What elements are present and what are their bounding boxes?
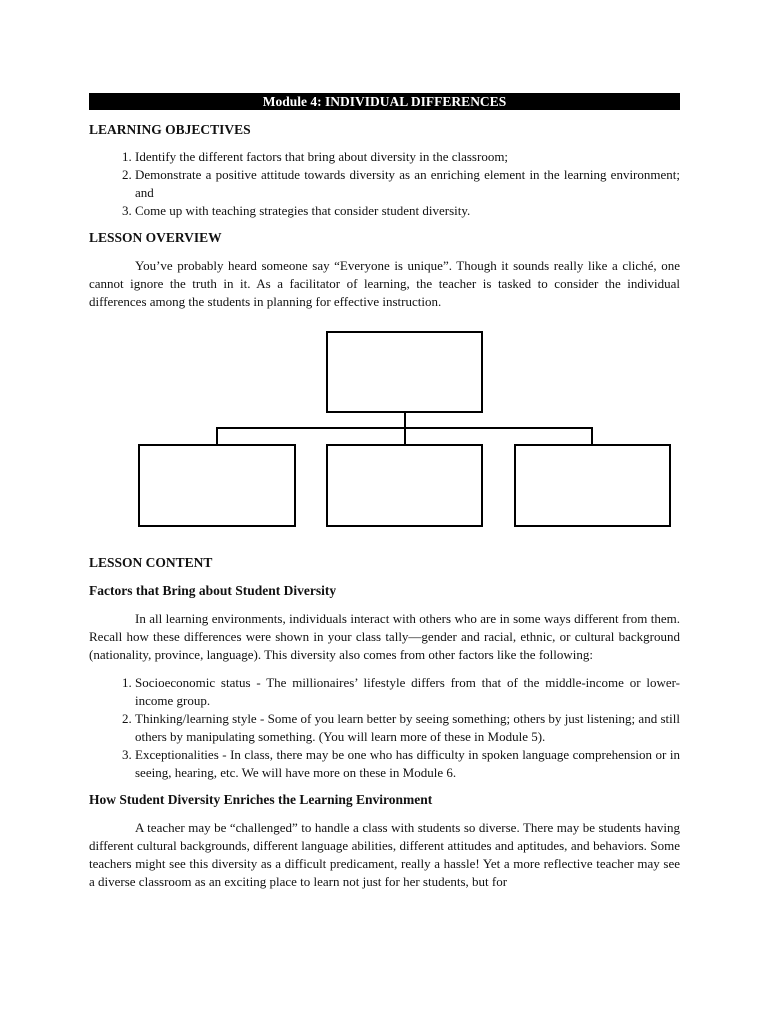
diagram-top-box (326, 331, 483, 413)
list-item: 2. Thinking/learning style - Some of you learn better by seeing something; others by just listening; and still others by manipulating something. (You will learn more of these in Module 5). (135, 710, 680, 746)
enriches-heading: How Student Diversity Enriches the Learning Environment (89, 792, 433, 807)
lesson-overview-heading: LESSON OVERVIEW (89, 230, 222, 245)
list-item: 3. Come up with teaching strategies that consider student diversity. (135, 202, 680, 220)
factors-paragraph: In all learning environments, individuals interact with others who are in some ways different from them. Recall how these differences were shown in your class tally—gender and racial, ethnic, or cultural background (nationality, province, language). This diversity also comes from other factors like the following: (89, 611, 680, 662)
diagram-right-box (514, 444, 671, 527)
list-item: 1. Identify the different factors that bring about diversity in the classroom; (135, 148, 680, 166)
factors-heading: Factors that Bring about Student Diversity (89, 583, 337, 598)
list-item: 1. Socioeconomic status - The millionaires’ lifestyle differs from that of the middle-income or lower-income group. (135, 674, 680, 710)
learning-objectives-heading: LEARNING OBJECTIVES (89, 122, 251, 137)
list-item: 3. Exceptionalities - In class, there may be one who has difficulty in spoken language comprehension or in seeing, hearing, etc. We will have more on these in Module 6. (135, 746, 680, 782)
module-title: Module 4: INDIVIDUAL DIFFERENCES (89, 93, 680, 110)
lesson-overview-paragraph: You’ve probably heard someone say “Everyone is unique”. Though it sounds really like a cliché, one cannot ignore the truth in it. As a facilitator of learning, the teacher is tasked to consider the individual differences among the students in planning for effective instruction. (89, 258, 680, 309)
diagram-middle-box (326, 444, 483, 527)
diagram-connector-middle (404, 427, 406, 445)
lesson-content-heading: LESSON CONTENT (89, 555, 213, 570)
factors-list (89, 674, 680, 782)
diagram-left-box (138, 444, 296, 527)
document-page (89, 93, 680, 891)
enriches-paragraph: A teacher may be “challenged” to handle a class with students so diverse. There may be students having different cultural backgrounds, different language abilities, different attitudes and aptitudes, and behaviors. Some teachers might see this diversity as a difficult predicament, really a hassle! Yet a more reflective teacher may see a diverse classroom as an exciting place to learn not just for her students, but for (89, 820, 680, 889)
diagram-connector-right (591, 427, 593, 445)
hierarchy-diagram (89, 331, 680, 567)
diagram-connector-left (216, 427, 218, 445)
list-item: 2. Demonstrate a positive attitude towards diversity as an enriching element in the learning environment; and (135, 166, 680, 202)
learning-objectives-list (89, 148, 680, 220)
